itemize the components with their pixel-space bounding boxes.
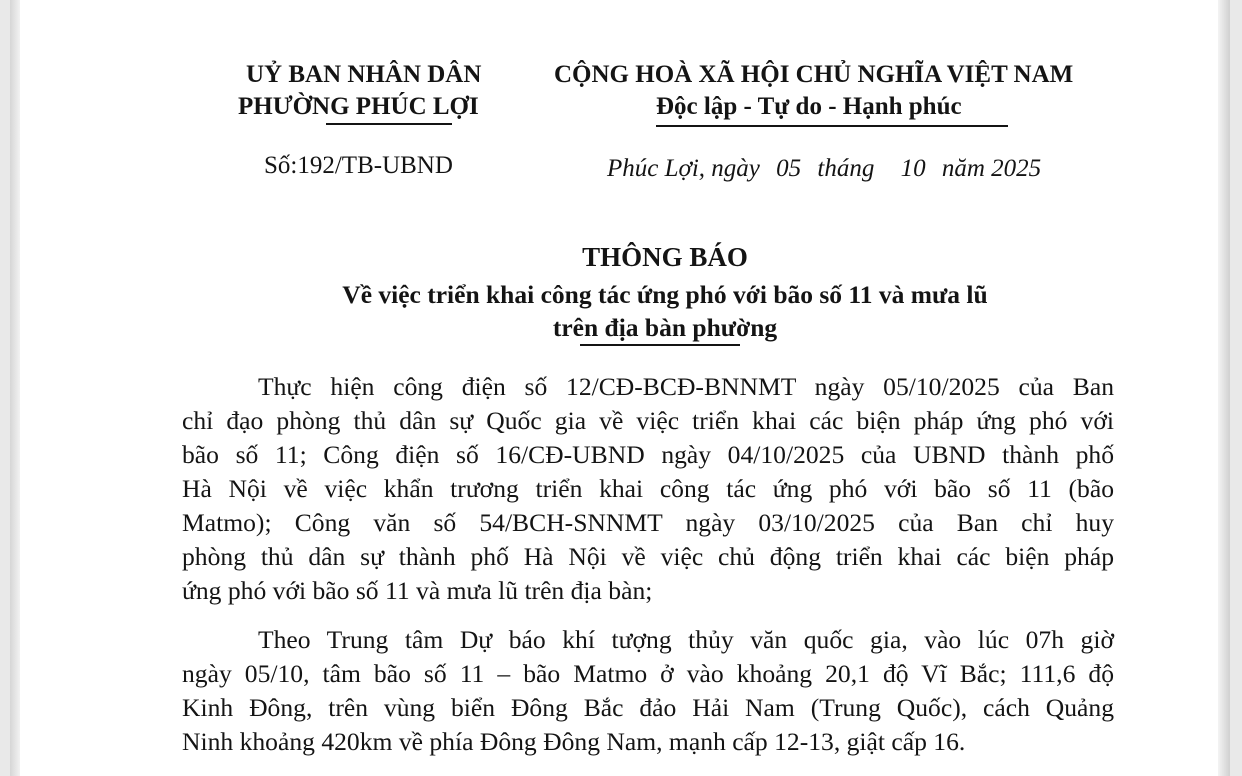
date-day: 05	[776, 155, 802, 182]
paragraph-line: Ninh khoảng 420km về phía Đông Đông Nam, mạnh cấp 12-13, giật cấp 16.	[182, 727, 966, 756]
agency-name-line1: UỶ BAN NHÂN DÂN	[246, 61, 482, 88]
national-title: CỘNG HOÀ XÃ HỘI CHỦ NGHĨA VIỆT NAM	[554, 61, 1074, 88]
body-paragraph-1	[182, 370, 1114, 608]
body-paragraph-2	[182, 623, 1114, 759]
paragraph-line: bão số 11; Công điện số 16/CĐ-UBND ngày 04/10/2025 của UBND thành phố	[182, 440, 1114, 469]
paragraph-line: Theo Trung tâm Dự báo khí tượng thủy văn quốc gia, vào lúc 07h giờ	[258, 625, 1114, 654]
paragraph-line: Kinh Đông, trên vùng biển Đông Bắc đảo Hải Nam (Trung Quốc), cách Quảng	[182, 693, 1114, 722]
document-subtitle-line1: Về việc triển khai công tác ứng phó với bão số 11 và mưa lũ	[342, 280, 988, 309]
page-edge-right	[1218, 0, 1230, 776]
page-edge-left	[10, 0, 20, 776]
date-month: 10	[900, 155, 926, 182]
paragraph-line: ngày 05/10, tâm bão số 11 – bão Matmo ở vào khoảng 20,1 độ Vĩ Bắc; 111,6 độ	[182, 659, 1114, 688]
paragraph-line: phòng thủ dân sự thành phố Hà Nội về việc chủ động triển khai các biện pháp	[182, 542, 1114, 571]
paragraph-line: chỉ đạo phòng thủ dân sự Quốc gia về việc triển khai các biện pháp ứng phó với	[182, 406, 1114, 435]
motto-underline	[656, 125, 1008, 127]
date-year: năm 2025	[941, 155, 1042, 182]
national-motto: Độc lập - Tự do - Hạnh phúc	[656, 93, 962, 120]
subtitle-underline	[580, 344, 740, 346]
date-line	[607, 155, 1041, 183]
paragraph-line: Matmo); Công văn số 54/BCH-SNNMT ngày 03/10/2025 của Ban chỉ huy	[182, 508, 1114, 537]
agency-underline	[326, 123, 452, 125]
agency-name-line2: PHƯỜNG PHÚC LỢI	[238, 93, 479, 120]
date-place: Phúc Lợi, ngày	[607, 155, 760, 182]
paragraph-line: ứng phó với bão số 11 và mưa lũ trên địa bàn;	[182, 576, 653, 605]
reference-number: Số:192/TB-UBND	[264, 152, 453, 179]
document-subtitle-line2: trên địa bàn phường	[552, 313, 778, 342]
document-title: THÔNG BÁO	[582, 242, 748, 272]
paragraph-line: Hà Nội về việc khẩn trương triển khai công tác ứng phó với bão số 11 (bão	[182, 474, 1114, 503]
paragraph-line: Thực hiện công điện số 12/CĐ-BCĐ-BNNMT ngày 05/10/2025 của Ban	[258, 372, 1114, 401]
date-month-label: tháng	[817, 155, 875, 182]
document-page	[10, 0, 1230, 776]
